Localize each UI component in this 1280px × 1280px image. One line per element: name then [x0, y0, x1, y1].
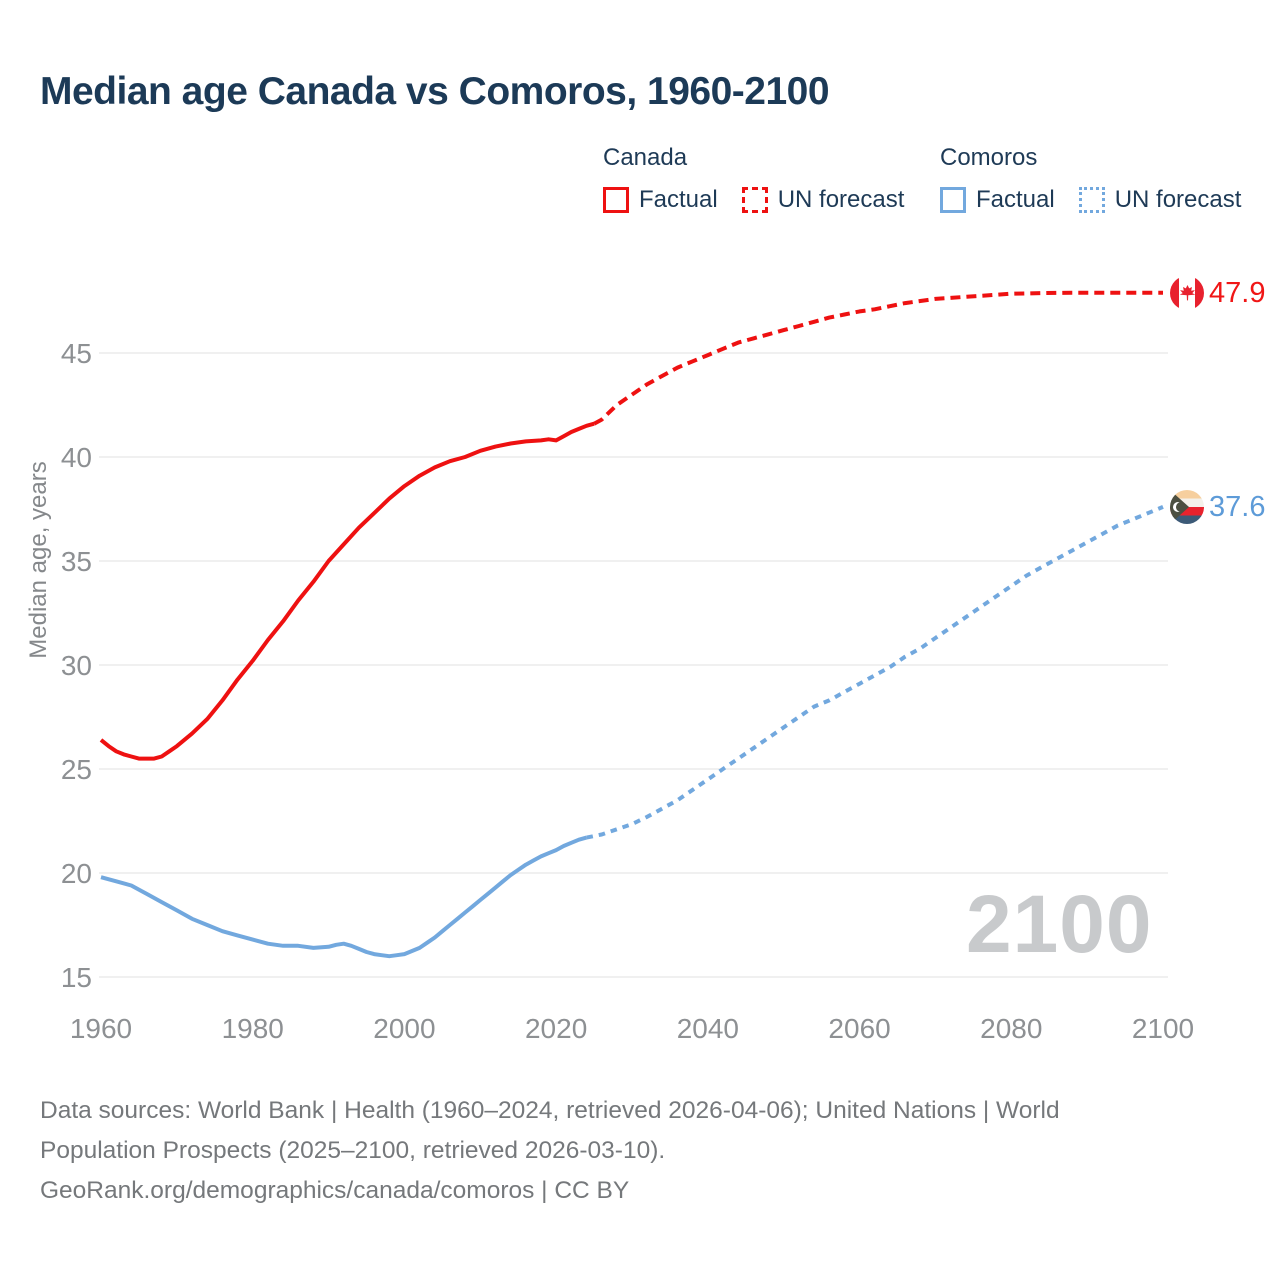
series-comoros-un-forecast: [587, 507, 1164, 838]
canada-forecast-label: UN forecast: [777, 186, 905, 213]
x-tick-2060: 2060: [828, 1013, 891, 1044]
maple-leaf-icon: [1179, 285, 1196, 302]
y-tick-45: 45: [60, 338, 92, 369]
canada-forecast-swatch-icon: [742, 187, 768, 213]
x-tick-2020: 2020: [524, 1013, 588, 1044]
footer-line-3: GeoRank.org/demographics/canada/comoros | CC BY: [40, 1177, 630, 1204]
page-title: Median age Canada vs Comoros, 1960-2100: [40, 70, 830, 113]
y-tick-30: 30: [60, 650, 92, 681]
legend-canada: [603, 144, 918, 214]
x-tick-2040: 2040: [676, 1013, 740, 1044]
x-tick-1960: 1960: [69, 1013, 133, 1044]
comoros-factual-swatch-icon: [940, 187, 966, 213]
legend-comoros-title: Comoros: [940, 144, 1038, 171]
watermark-year: 2100: [966, 879, 1153, 970]
y-tick-35: 35: [60, 546, 92, 577]
y-axis-label: Median age, years: [25, 461, 52, 659]
comoros-factual-label: Factual: [976, 186, 1055, 213]
canada-factual-swatch-icon: [603, 187, 629, 213]
series-canada-factual: [101, 424, 594, 759]
data-sources-footer: [40, 1091, 1060, 1211]
canada-factual-label: Factual: [639, 186, 718, 213]
comoros-forecast-label: UN forecast: [1114, 186, 1242, 213]
legend-comoros: [940, 144, 1255, 214]
canada-flag-icon: [1170, 276, 1204, 310]
series-comoros-factual: [101, 838, 587, 957]
x-tick-2100: 2100: [1131, 1013, 1195, 1044]
y-tick-20: 20: [60, 858, 92, 889]
canada-end-value: 47.9: [1209, 277, 1266, 309]
x-tick-2000: 2000: [373, 1013, 436, 1044]
comoros-forecast-swatch-icon: [1079, 187, 1105, 213]
y-tick-40: 40: [60, 442, 92, 473]
footer-line-1: Data sources: World Bank | Health (1960–2024, retrieved 2026-04-06); United Nations | World: [40, 1097, 1060, 1124]
legend-canada-title: Canada: [603, 144, 688, 171]
footer-line-2: Population Prospects (2025–2100, retrieved 2026-03-10).: [40, 1137, 666, 1164]
comoros-flag-icon: [1170, 490, 1204, 524]
comoros-end-value: 37.6: [1209, 491, 1266, 523]
crescent-cover: [1176, 502, 1186, 512]
y-tick-25: 25: [60, 754, 92, 785]
x-tick-2080: 2080: [980, 1013, 1043, 1044]
y-tick-15: 15: [60, 962, 92, 993]
x-tick-1980: 1980: [221, 1013, 284, 1044]
series-canada-un-forecast: [594, 293, 1163, 424]
legend-canada-row: [603, 186, 918, 214]
legend-comoros-row: [940, 186, 1255, 214]
